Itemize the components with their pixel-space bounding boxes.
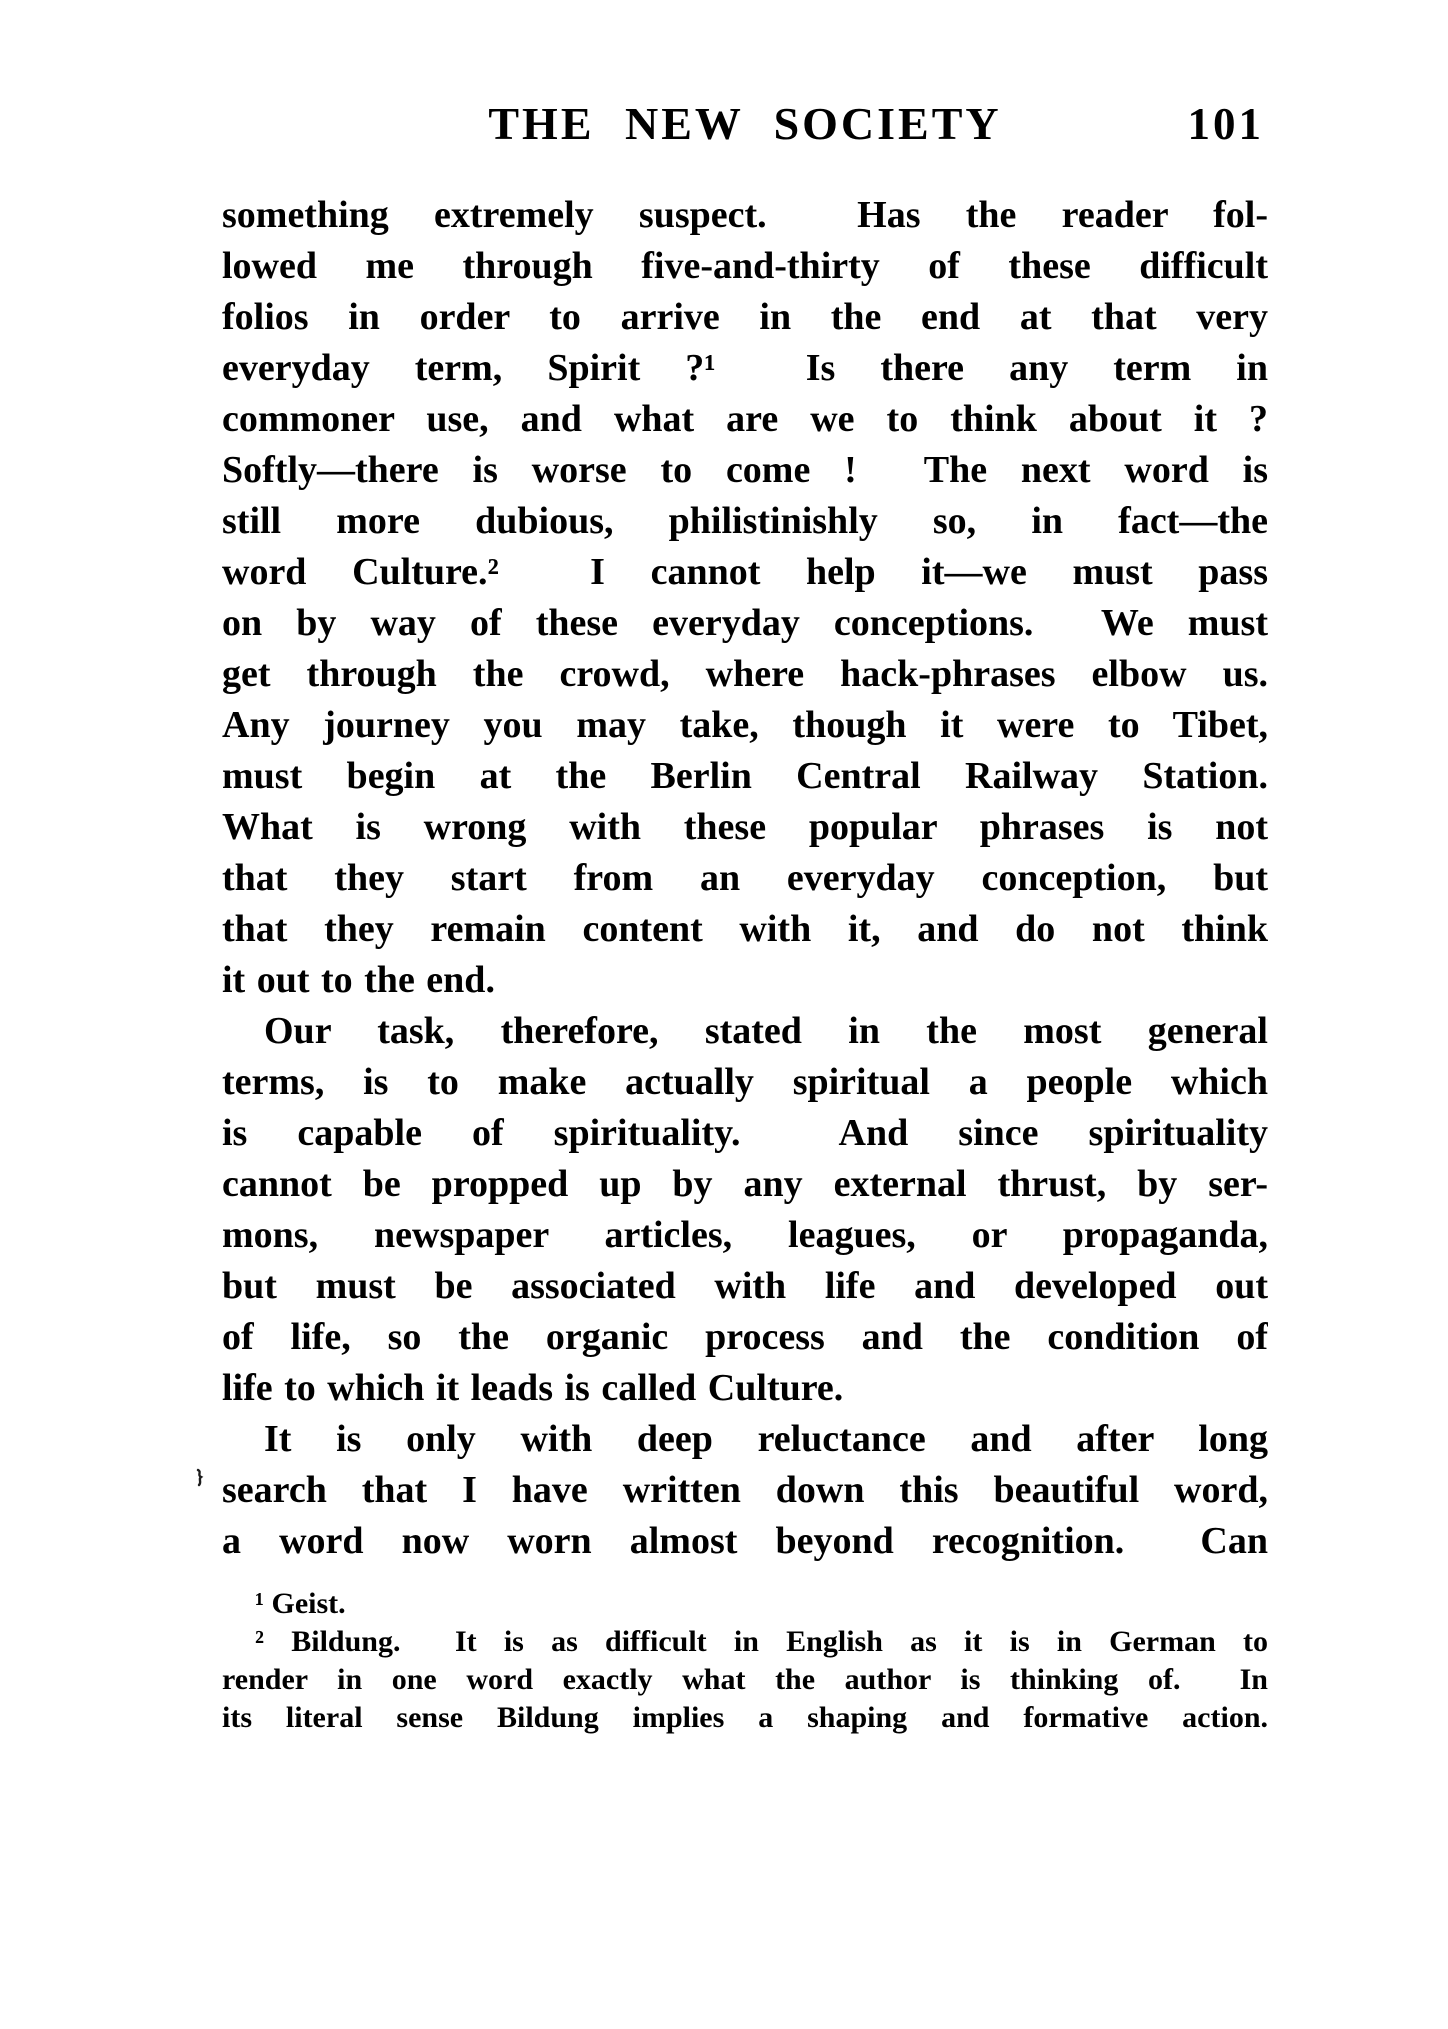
body-text-line: Our task, therefore, stated in the most general [264,1010,1268,1052]
page-title: THE NEW SOCIETY [488,98,1002,149]
body-text-line: still more dubious, philistinishly so, in fact—the [222,500,1268,542]
body-text-line: on by way of these everyday conceptions. We must [222,602,1268,644]
body-text-line: that they start from an everyday conception, but [222,857,1268,899]
body-text-line: a word now worn almost beyond recognition. Can [222,1520,1268,1562]
footnote-line: ¹ Geist. [255,1587,346,1620]
body-text-line: cannot be propped up by any external thrust, by ser- [222,1163,1268,1205]
footnotes [222,1585,1268,1737]
body-text-line: mons, newspaper articles, leagues, or propaganda, [222,1214,1268,1256]
body-text-line: It is only with deep reluctance and after long [264,1418,1268,1460]
body-text-line: lowed me through five-and-thirty of these difficult [222,245,1268,287]
body-text-line: terms, is to make actually spiritual a people which [222,1061,1268,1103]
body-text-line: life to which it leads is called Culture. [222,1367,844,1409]
body-text-line: must begin at the Berlin Central Railway Station. [222,755,1268,797]
running-head [222,100,1268,148]
body-text [222,190,1268,1567]
page-number: 101 [1187,99,1264,149]
body-text-line: of life, so the organic process and the condition of [222,1316,1268,1358]
footnote-line: render in one word exactly what the author is thinking of. In [222,1663,1268,1696]
body-text-line: that they remain content with it, and do not think [222,908,1268,950]
footnote-line: its literal sense Bildung implies a shaping and formative action. [222,1701,1268,1734]
ink-speck-artifact [194,1467,206,1491]
body-text-line: folios in order to arrive in the end at that very [222,296,1268,338]
body-text-line: search that I have written down this beautiful word, [222,1469,1268,1511]
body-text-line: Softly—there is worse to come ! The next word is [222,449,1268,491]
body-text-line: everyday term, Spirit ?¹ Is there any term in [222,347,1268,389]
body-text-line: but must be associated with life and developed out [222,1265,1268,1307]
body-text-line: What is wrong with these popular phrases is not [222,806,1268,848]
body-text-line: commoner use, and what are we to think about it ? [222,398,1268,440]
body-text-line: get through the crowd, where hack-phrases elbow us. [222,653,1268,695]
footnote-line: ² Bildung. It is as difficult in English as it is in German to [255,1625,1268,1658]
body-text-line: it out to the end. [222,959,495,1001]
body-text-line: Any journey you may take, though it were to Tibet, [222,704,1268,746]
body-text-line: is capable of spirituality. And since spirituality [222,1112,1268,1154]
body-text-line: word Culture.² I cannot help it—we must pass [222,551,1268,593]
body-text-line: something extremely suspect. Has the reader fol- [222,194,1268,236]
